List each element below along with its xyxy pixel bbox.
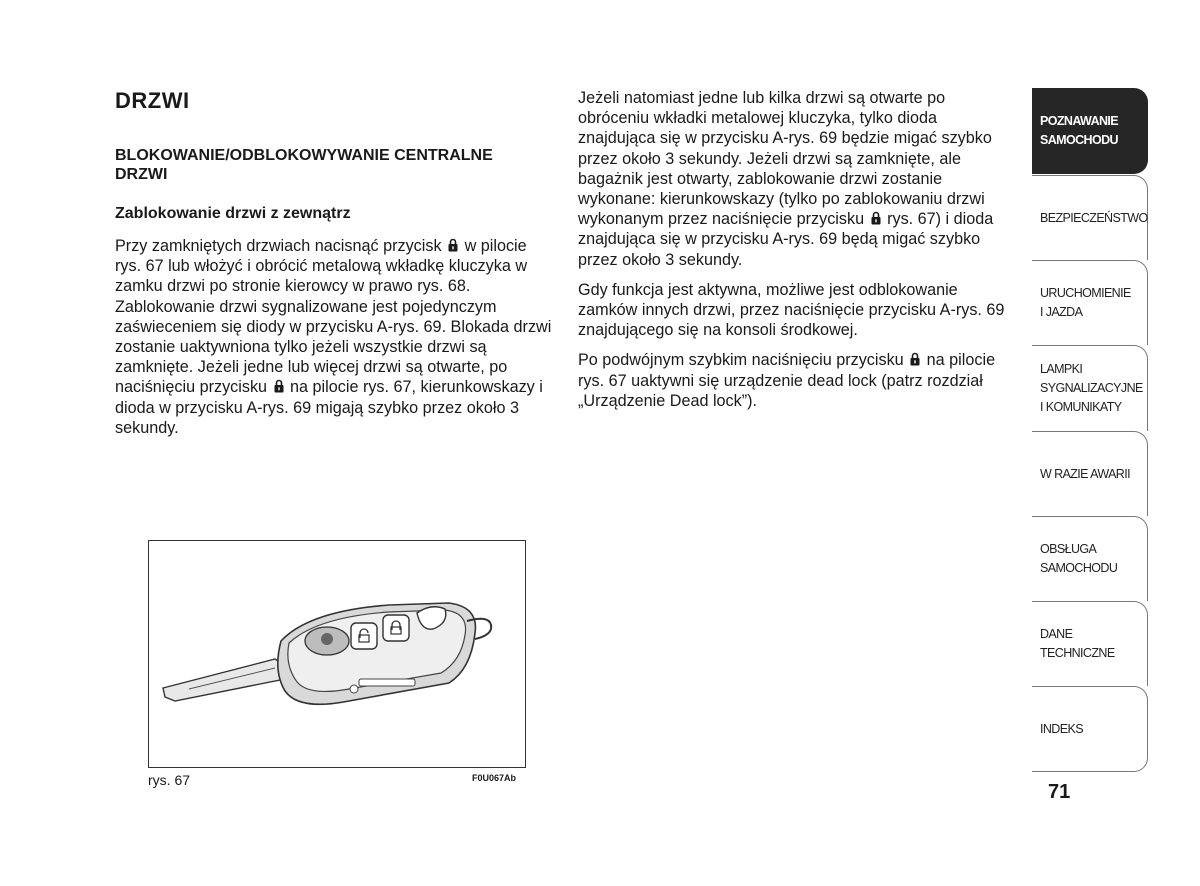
- figure-code: F0U067Ab: [472, 773, 517, 783]
- left-paragraph-1: Przy zamkniętych drzwiach nacisnąć przycisk w pilocie rys. 67 lub włożyć i obrócić metalową wkładkę kluczyka w zamku drzwi po stronie kierowcy w prawo rys. 68. Zablokowanie drzwi sygnalizowane jest pojedynczym zaświeceniem się diody w przycisku A-rys. 69. Blokada drzwi zostanie uaktywniona tylko jeżeli wszystkie drzwi są zamknięte. Jeżeli jedne lub więcej drzwi są otwarte, po naciśnięciu przycisku na pilocie rys. 67, kierunkowskazy i dioda w przycisku A-rys. 69 migają szybko przez około 3 sekundy.: [115, 237, 552, 437]
- lock-icon: [274, 379, 284, 393]
- right-paragraph-1: Jeżeli natomiast jedne lub kilka drzwi są otwarte po obróceniu wkładki metalowej kluczyka, tylko dioda znajdująca się w przycisku A-rys. 69 będzie migać szybko przez około 3 sekundy. Jeżeli drzwi są zamknięte, ale bagażnik jest otwarty, zablokowanie drzwi zostanie wykonane: kierunkowskazy (tylko po zablokowaniu drzwi wykonanym przez naciśnięcie przycisku rys. 67) i dioda znajdująca się w przycisku A-rys. 69 będą migać szybko przez około 3 sekundy.: [578, 89, 994, 269]
- right-paragraph-2: Gdy funkcja jest aktywna, możliwe jest odblokowanie zamków innych drzwi, przez naciśnięcie przycisku A-rys. 69 znajdującego się na konsoli środkowej.: [578, 280, 1005, 340]
- tab-lampki-sygnalizacyjne[interactable]: LAMPKI SYGNALIZACYJNE I KOMUNIKATY: [1032, 345, 1148, 431]
- lock-icon: [448, 238, 458, 252]
- page-number: 71: [1048, 781, 1071, 803]
- right-paragraph-3: Po podwójnym szybkim naciśnięciu przycisku na pilocie rys. 67 uaktywni się urządzenie dead lock (patrz rozdział „Urządzenie Dead lock”).: [578, 351, 996, 410]
- tab-obsluga-samochodu[interactable]: OBSŁUGA SAMOCHODU: [1032, 516, 1148, 601]
- right-column: [578, 88, 1018, 421]
- tab-uruchomienie-i-jazda[interactable]: URUCHOMIENIE I JAZDA: [1032, 260, 1148, 345]
- tab-poznawanie-samochodu[interactable]: POZNAWANIE SAMOCHODU: [1032, 88, 1148, 174]
- figure-key-remote: [148, 540, 526, 768]
- lock-icon: [910, 352, 920, 366]
- left-column: [115, 236, 555, 448]
- tab-bezpieczenstwo[interactable]: BEZPIECZEŃSTWO: [1032, 175, 1148, 260]
- section-heading: DRZWI: [115, 88, 190, 113]
- subsection-heading: BLOKOWANIE/ODBLOKOWYWANIE CENTRALNE DRZWI: [115, 147, 493, 183]
- tab-w-razie-awarii[interactable]: W RAZIE AWARII: [1032, 431, 1148, 516]
- tab-dane-techniczne[interactable]: DANE TECHNICZNE: [1032, 601, 1148, 686]
- tab-indeks[interactable]: INDEKS: [1032, 686, 1148, 772]
- lock-icon: [871, 211, 881, 225]
- figure-caption: rys. 67: [148, 772, 191, 788]
- key-remote-illustration: [149, 541, 525, 767]
- paragraph-heading: Zablokowanie drzwi z zewnątrz: [115, 205, 351, 222]
